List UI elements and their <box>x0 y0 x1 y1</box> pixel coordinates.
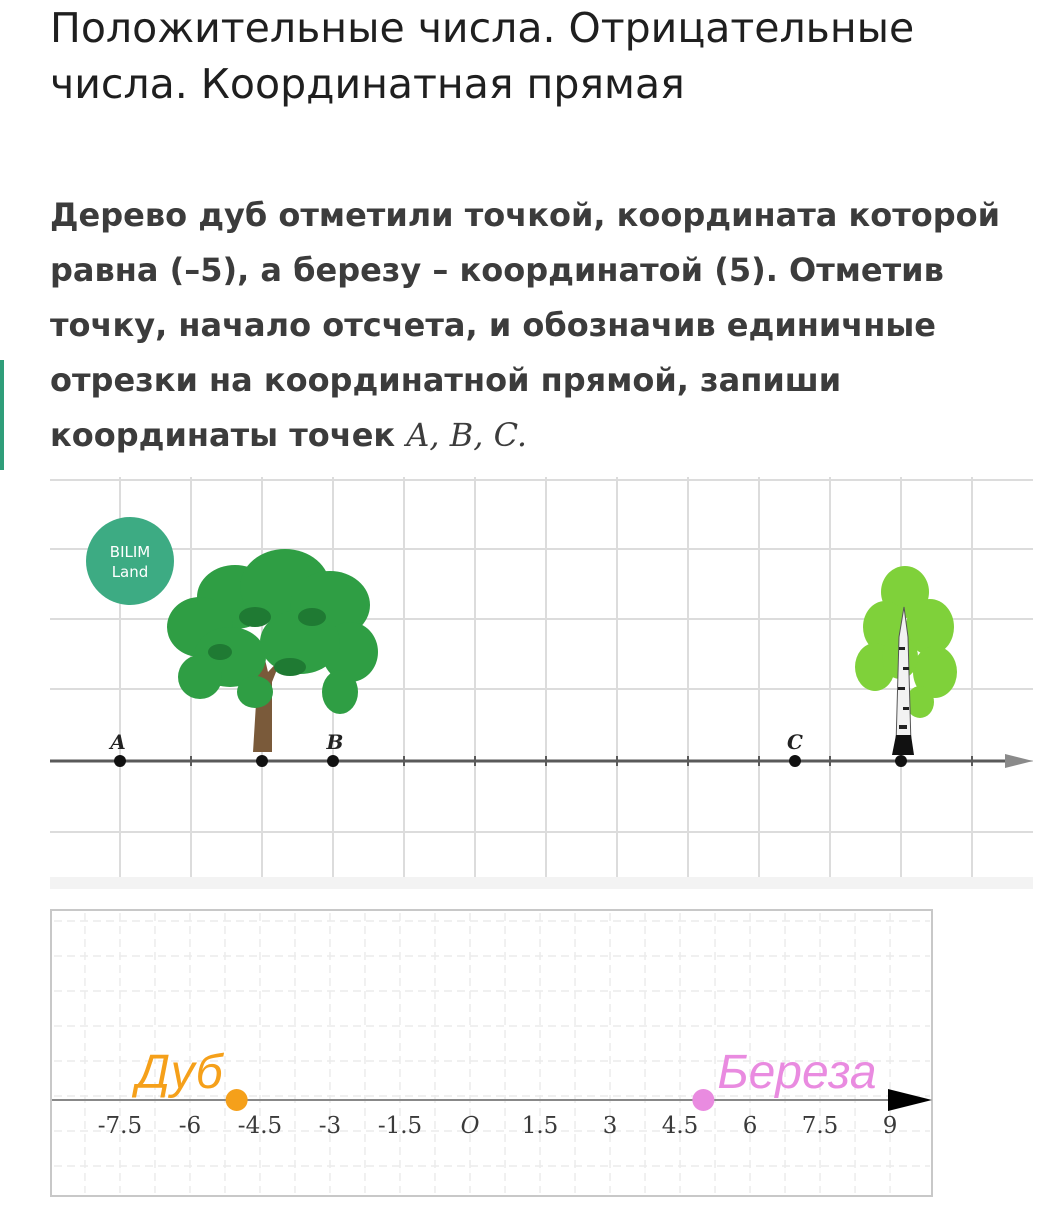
side-accent-bar <box>0 360 4 470</box>
logo-line1: BILIM <box>109 543 151 561</box>
tick-label: 4.5 <box>661 1113 699 1139</box>
tick-label: -7.5 <box>97 1113 143 1139</box>
point-label-birch: Береза <box>717 1046 877 1099</box>
trees-illustration <box>50 477 1033 889</box>
birch-dot <box>895 755 907 767</box>
point-birch[interactable] <box>692 1089 714 1111</box>
logo-line2: Land <box>111 563 149 581</box>
point-label-oak: Дуб <box>136 1046 223 1099</box>
answer-number-line <box>50 909 933 1197</box>
point-b-label: B <box>326 730 344 754</box>
tick-label: -3 <box>318 1113 342 1139</box>
logo-badge <box>86 517 174 605</box>
oak-dot <box>256 755 268 767</box>
tick-label: 7.5 <box>801 1113 839 1139</box>
tick-label: 9 <box>882 1113 898 1139</box>
task-text <box>50 188 1050 463</box>
tick-label: 3 <box>602 1113 618 1139</box>
tick-label: -6 <box>178 1113 202 1139</box>
task-statement: Дерево дуб отметили точкой, координата которой равна (–5), а березу – координатой (5). Отметив точку, начало отсчета, и обозначив единичные отрезки на координатной прямой, запиши координаты точек <box>50 196 1001 454</box>
point-c-label: C <box>787 730 803 754</box>
tick-label: O <box>460 1113 480 1139</box>
point-oak[interactable] <box>226 1089 248 1111</box>
point-a-label: A <box>110 730 126 754</box>
page-title: Положительные числа. Отрицательные числа. Координатная прямая <box>50 4 915 108</box>
point-a-dot <box>114 755 126 767</box>
point-b-dot <box>327 755 339 767</box>
tick-label: 6 <box>742 1113 758 1139</box>
tick-label: -1.5 <box>377 1113 423 1139</box>
tick-label: -4.5 <box>237 1113 283 1139</box>
point-c-dot <box>789 755 801 767</box>
bilimland-logo <box>86 517 174 605</box>
tick-label: 1.5 <box>521 1113 559 1139</box>
task-points: A, B, C. <box>406 416 528 454</box>
